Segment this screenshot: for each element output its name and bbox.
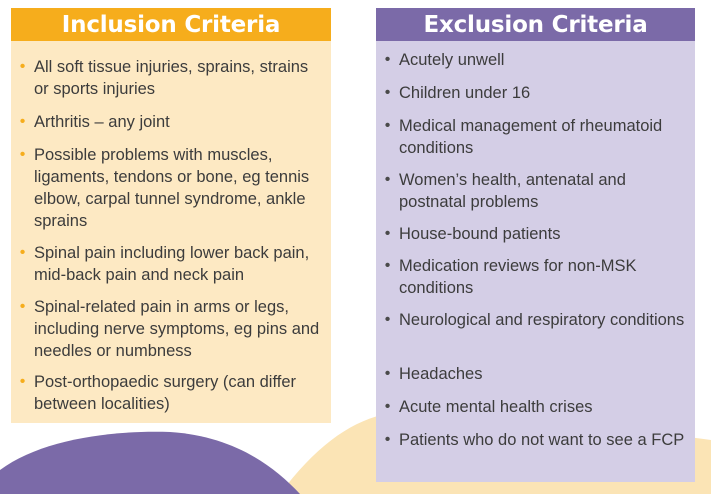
bullet-icon: •	[384, 225, 391, 242]
exclusion-item	[376, 82, 689, 104]
inclusion-item	[11, 56, 325, 100]
exclusion-item-text: Neurological and respiratory conditions	[399, 311, 685, 329]
exclusion-item-text: Acute mental health crises	[399, 398, 593, 416]
bullet-icon: •	[384, 171, 391, 188]
exclusion-item-text: Medication reviews for non-MSK conditions	[399, 257, 637, 297]
exclusion-item	[376, 396, 689, 418]
exclusion-criteria-body	[376, 41, 695, 482]
inclusion-item	[11, 111, 325, 133]
exclusion-item	[376, 115, 689, 159]
exclusion-criteria-panel	[376, 8, 695, 482]
exclusion-item-text: House-bound patients	[399, 225, 561, 243]
exclusion-item	[376, 223, 689, 245]
inclusion-item-text: Possible problems with muscles, ligaments, tendons or bone, eg tennis elbow, carpal tunnel syndrome, ankle sprains	[34, 146, 310, 230]
exclusion-item-text: Children under 16	[399, 84, 531, 102]
inclusion-item	[11, 296, 325, 362]
bullet-icon: •	[19, 58, 26, 75]
inclusion-criteria-title: Inclusion Criteria	[11, 8, 331, 41]
bullet-icon: •	[384, 117, 391, 134]
bullet-icon: •	[19, 373, 26, 390]
bullet-icon: •	[384, 311, 391, 328]
bullet-icon: •	[384, 84, 391, 101]
exclusion-criteria-title: Exclusion Criteria	[376, 8, 695, 41]
inclusion-criteria-panel	[11, 8, 331, 423]
bullet-icon: •	[19, 244, 26, 261]
bullet-icon: •	[384, 398, 391, 415]
inclusion-item-text: Spinal-related pain in arms or legs, including nerve symptoms, eg pins and needles or numbness	[34, 298, 320, 360]
exclusion-item	[376, 363, 689, 385]
exclusion-item-text: Patients who do not want to see a FCP	[399, 431, 685, 449]
bullet-icon: •	[19, 113, 26, 130]
exclusion-item	[376, 169, 689, 213]
bullet-icon: •	[384, 257, 391, 274]
bullet-icon: •	[19, 298, 26, 315]
exclusion-item-text: Headaches	[399, 365, 483, 383]
inclusion-item-text: Post-orthopaedic surgery (can differ between localities)	[34, 373, 296, 413]
bullet-icon: •	[19, 146, 26, 163]
exclusion-item	[376, 429, 689, 451]
exclusion-item-text: Medical management of rheumatoid conditions	[399, 117, 663, 157]
inclusion-item	[11, 371, 325, 415]
inclusion-item-text: All soft tissue injuries, sprains, strains or sports injuries	[34, 58, 309, 98]
exclusion-item	[376, 255, 689, 299]
exclusion-item	[376, 309, 689, 331]
inclusion-item-text: Arthritis – any joint	[34, 113, 170, 131]
inclusion-item-text: Spinal pain including lower back pain, mid-back pain and neck pain	[34, 244, 310, 284]
exclusion-item-text: Acutely unwell	[399, 51, 505, 69]
bullet-icon: •	[384, 431, 391, 448]
inclusion-criteria-body	[11, 41, 331, 423]
purple-wave	[0, 432, 300, 494]
bullet-icon: •	[384, 365, 391, 382]
exclusion-item-text: Women’s health, antenatal and postnatal problems	[399, 171, 626, 211]
bullet-icon: •	[384, 51, 391, 68]
exclusion-item	[376, 49, 689, 71]
inclusion-item	[11, 144, 325, 232]
inclusion-item	[11, 242, 325, 286]
